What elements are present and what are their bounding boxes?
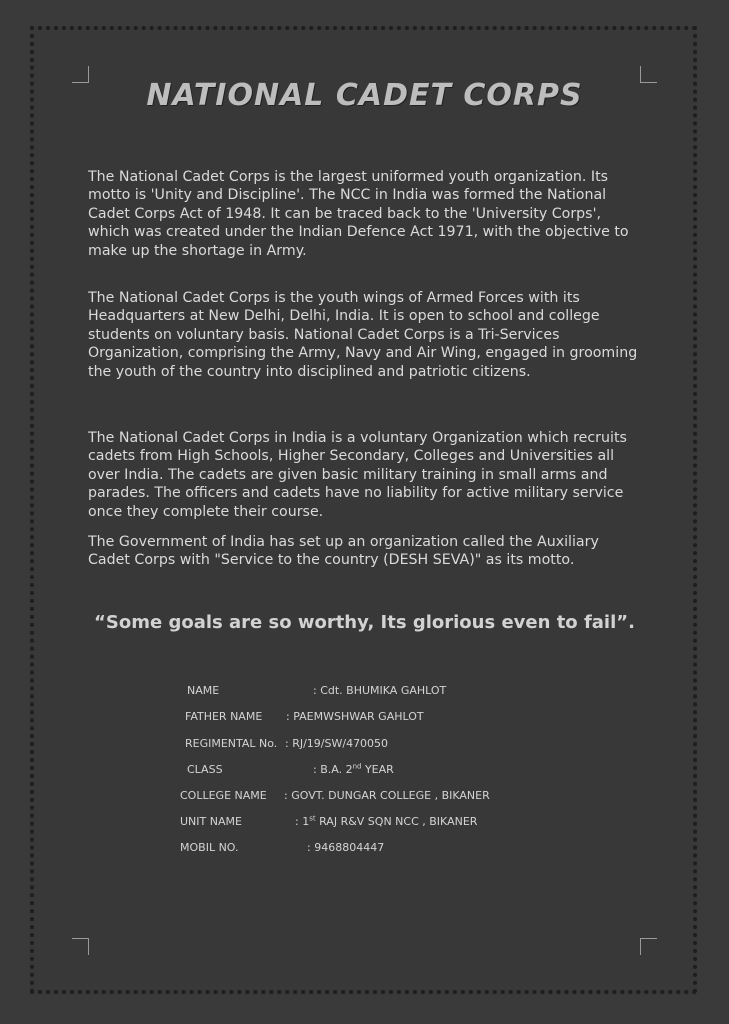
class-label: CLASS xyxy=(187,763,223,776)
college-label: COLLEGE NAME xyxy=(180,789,267,802)
name-value: : Cdt. BHUMIKA GAHLOT xyxy=(313,684,447,697)
motto-quote: “Some goals are so worthy, Its glorious even to fail”. xyxy=(94,612,635,633)
paragraph-recruitment: The National Cadet Corps in India is a voluntary Organization which recruits cadets from High Schools, Higher Secondary, Colleges and Universities all over India. The cadets are given basic military training in small arms and parades. The officers and cadets have no liability for active military service once they complete their course. xyxy=(88,430,627,520)
crop-mark-bottom-right xyxy=(640,938,657,955)
class-value: : B.A. 2nd YEAR xyxy=(313,762,394,776)
crop-mark-bottom-left xyxy=(72,938,89,955)
mobile-label: MOBIL NO. xyxy=(180,841,239,854)
page-title: NATIONAL CADET CORPS xyxy=(146,78,583,113)
regimental-label: REGIMENTAL No. xyxy=(185,737,278,750)
paragraph-auxiliary: The Government of India has set up an organization called the Auxiliary Cadet Corps with "Service to the country (DESH SEVA)" as its motto. xyxy=(88,534,599,569)
unit-value: : 1st RAJ R&V SQN NCC , BIKANER xyxy=(295,814,478,828)
name-label: NAME xyxy=(187,684,220,697)
regimental-value: : RJ/19/SW/470050 xyxy=(285,737,389,750)
paragraph-structure: The National Cadet Corps is the youth wings of Armed Forces with its Headquarters at New Delhi, Delhi, India. It is open to school and college students on voluntary basis. National Cadet Corps is a Tri-Services Organization, comprising the Army, Navy and Air Wing, engaged in grooming the youth of the country into disciplined and patriotic citizens. xyxy=(88,290,638,380)
mobile-value: : 9468804447 xyxy=(307,841,385,854)
father-name-value: : PAEMWSHWAR GAHLOT xyxy=(286,710,424,723)
unit-label: UNIT NAME xyxy=(180,815,242,828)
paragraph-intro: The National Cadet Corps is the largest uniformed youth organization. Its motto is 'Unity and Discipline'. The NCC in India was formed the National Cadet Corps Act of 1948. It can be traced back to the 'University Corps', which was created under the Indian Defence Act 1971, with the objective to make up the shortage in Army. xyxy=(88,169,629,259)
father-name-label: FATHER NAME xyxy=(185,710,263,723)
college-value: : GOVT. DUNGAR COLLEGE , BIKANER xyxy=(284,789,490,802)
